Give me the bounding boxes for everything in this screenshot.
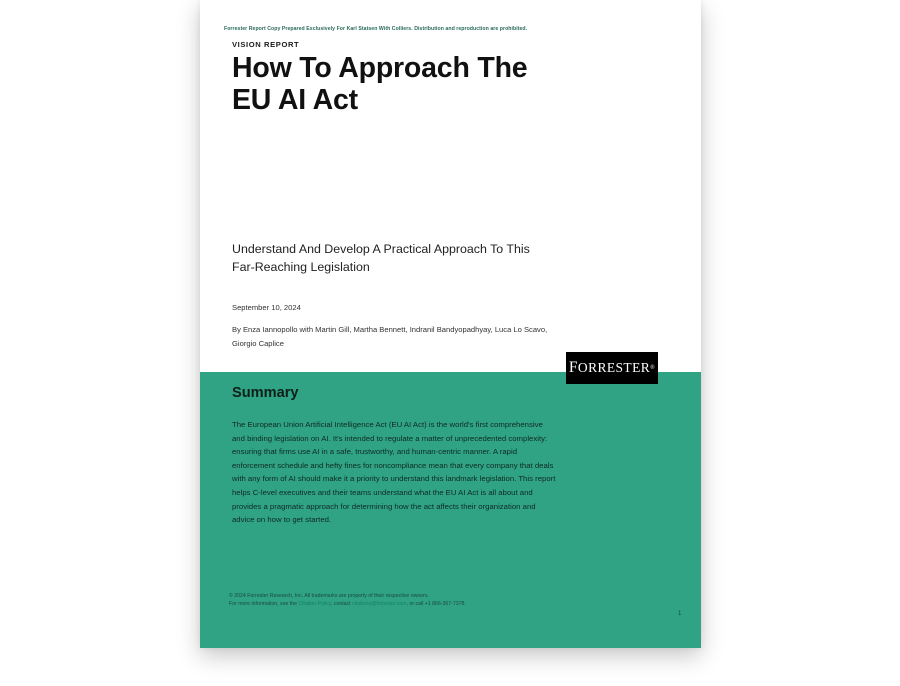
page-number: 1 [678, 611, 682, 617]
forrester-logo: F ORRESTER ® [566, 352, 658, 384]
publication-date: September 10, 2024 [232, 303, 301, 312]
summary-heading: Summary [232, 385, 299, 401]
footer-contact-line: For more information, see the Citation Policy, contact citations@forrester.com, or call +1 866-367-7378. [229, 601, 466, 608]
citation-policy-link[interactable]: Citation Policy [298, 601, 331, 608]
footer [229, 592, 529, 609]
distribution-banner: Forrester Report Copy Prepared Exclusively For Karl Statsen With Colliers. Distribution and reproduction are prohibited. [224, 26, 528, 32]
report-page [200, 0, 701, 648]
summary-body: The European Union Artificial Intelligence Act (EU AI Act) is the world's first comprehensive and binding legislation on AI. It's intended to regulate a matter of unprecedented complexity: ensuring that firms use AI in a safe, trustworthy, and human-centric manner. A rapid enforcement schedule and hefty fines for noncompliance mean that every company that deals with any form of AI should make it a priority to understand this landmark legislation. This report helps C-level executives and their teams understand what the EU AI Act is all about and provides a pragmatic approach for determining how the act affects their organization and advice on how to get started. [232, 420, 556, 525]
author-list: By Enza Iannopollo with Martin Gill, Martha Bennett, Indranil Bandyopadhyay, Luca Lo Scavo, Giorgio Caplice [232, 325, 548, 348]
report-subtitle: Understand And Develop A Practical Approach To This Far-Reaching Legislation [232, 242, 530, 274]
citations-email-link[interactable]: citations@forrester.com [352, 601, 407, 608]
copyright-text: © 2024 Forrester Research, Inc. All trademarks are property of their respective owners. [229, 593, 429, 599]
report-title: How To Approach The EU AI Act [232, 52, 528, 116]
report-type-label: VISION REPORT [232, 40, 300, 49]
